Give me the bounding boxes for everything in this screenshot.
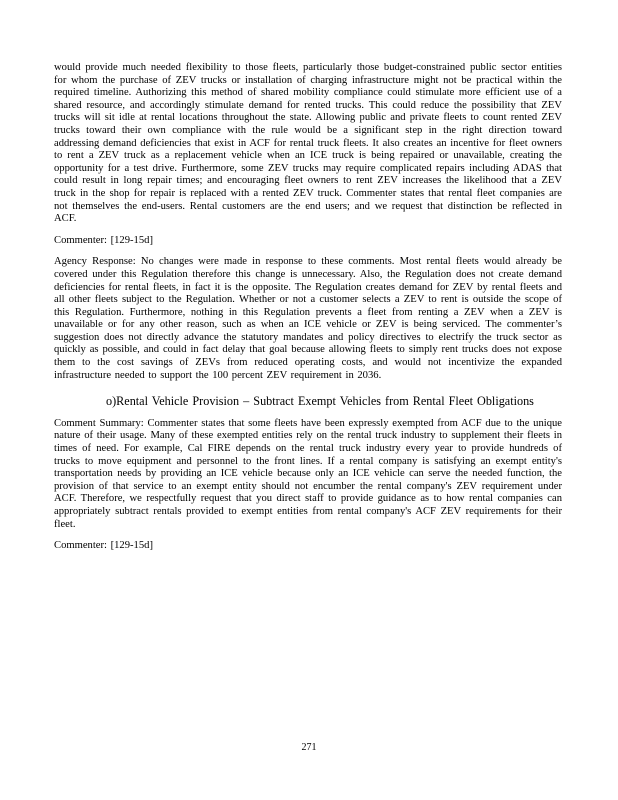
agency-response-paragraph: Agency Response: No changes were made in response to these comments. Most rental fleets would already be covered under this Regulation therefore this change is unnecessary. Also, the Regulation does not create demand deficiencies for rental fleets, in fact it is the opposite. The Regulation creates demand for ZEV by rental fleets and all other fleets subject to the Regulation. Whether or not a customer selects a ZEV to rent is outside the scope of this Regulation. Furthermore, nothing in this Regulation prevents a fleet from renting a ZEV when a ZEV is unavailable or for any other reason, such as when an ICE vehicle or ZEV is being serviced. The commenter’s suggestion does not directly advance the statutory mandates and policy directives to electrify the truck sector as quickly as possible, and could in fact delay that goal because allowing fleets to simply rent trucks does not expose them to the cost savings of ZEVs from reduced operating costs, and would not incentivize the expanded infrastructure needed to support the 100 percent ZEV requirement in 2036. bbox=[54, 256, 562, 381]
section-heading bbox=[54, 394, 562, 409]
commenter-reference: Commenter: [129-15d] bbox=[54, 234, 153, 246]
comment-summary-paragraph: Comment Summary: Commenter states that some fleets have been expressly exempted from ACF due to the unique nature of their usage. Many of these exempted entities rely on the rental truck industry to supplement their fleets in times of need. For example, Cal FIRE depends on the rental truck industry every year to provide hundreds of trucks to move equipment and personnel to the front lines. If a rental company is satisfying an exempt entity's transportation needs by providing an ICE vehicle because only an ICE vehicle can serve the needed function, the provision of that service to an exempt entity should not encumber the rental company's ZEV requirement under ACF. Therefore, we respectfully request that you direct staff to provide guidance as to how rental companies can appropriately subtract rentals provided to exempt entities from rental company's ACF ZEV requirements for their fleet. bbox=[54, 417, 562, 530]
comment-paragraph-continued: would provide much needed flexibility to those fleets, particularly those budget-constrained public sector entities for whom the purchase of ZEV trucks or installation of charging infrastructure might not be practical within the required timeline. Authorizing this method of shared mobility compliance could stimulate more efficient use of a shared resource, and accordingly stimulate demand for rented trucks. This could reduce the possibility that ZEV trucks will sit idle at rental locations throughout the state. Allowing public and private fleets to count rented ZEV trucks toward their own compliance with the rule would be a significant step in the right direction toward addressing demand deficiencies that exist in ACF for rental truck fleets. It also creates an incentive for fleet owners to rent a ZEV truck as a replacement vehicle when an ICE truck is being repaired or unavailable, creating the opportunity for a test drive. Furthermore, some ZEV trucks may require complicated repairs including ADAS that could result in long repair times; and encouraging fleet owners to rent ZEV increases the likelihood that a ZEV truck in the shop for repair is replaced with a rented ZEV truck. Commenter states that rental fleet companies are not themselves the end-users. Rental customers are the end users; and we request that distinction be reflected in ACF. bbox=[54, 62, 562, 225]
page-number: 271 bbox=[301, 742, 317, 753]
section-heading-text: o)Rental Vehicle Provision – Subtract Exempt Vehicles from Rental Fleet Obligations bbox=[106, 394, 534, 409]
commenter-reference-2: Commenter: [129-15d] bbox=[54, 540, 153, 552]
page-content bbox=[54, 62, 562, 553]
